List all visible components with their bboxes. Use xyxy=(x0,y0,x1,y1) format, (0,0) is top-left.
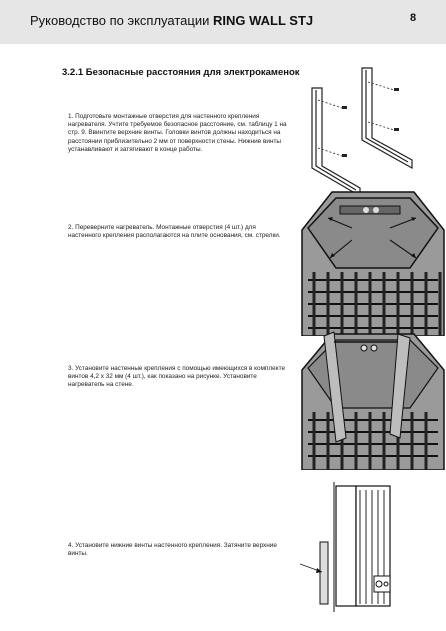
page-header xyxy=(0,0,446,44)
heater-brackets-illustration xyxy=(300,330,446,470)
step-3-text: 3. Установите настенные крепления с помощью имеющихся в комплекте винтов 4,2 x 32 мм (4 шт.), как показано на рисунке. Установите нагреватель на стене. xyxy=(68,365,286,389)
step-1-text: 1. Подготовьте монтажные отверстия для настенного крепления нагревателя. Учтите требуемое безопасное расстояние, см. таблицу 1 на стр. 9. Ввинтите верхние винты. Головки винтов должны находиться на расстоянии приблизительно 2 мм от поверхности стены. Нижние винты устанавливают и затягивают в конце работы. xyxy=(68,113,287,153)
heater-side-view-illustration xyxy=(300,482,410,612)
page-number: 8 xyxy=(410,12,417,24)
section-title: 3.2.1 Безопасные расстояния для электрокаменок xyxy=(62,67,300,78)
manual-model-name: RING WALL STJ xyxy=(212,13,314,28)
heater-base-illustration xyxy=(300,188,446,336)
wall-bracket-illustration xyxy=(300,60,430,200)
manual-title xyxy=(30,13,313,28)
manual-title-prefix: Руководство по эксплуатации xyxy=(30,13,210,28)
step-2-text: 2. Переверните нагреватель. Монтажные отверстия (4 шт.) для настенного крепления располагаются на плите основания, см. стрелки. xyxy=(68,224,281,240)
step-4-text: 4. Установите нижние винты настенного крепления. Затяните верхние винты. xyxy=(68,542,277,558)
